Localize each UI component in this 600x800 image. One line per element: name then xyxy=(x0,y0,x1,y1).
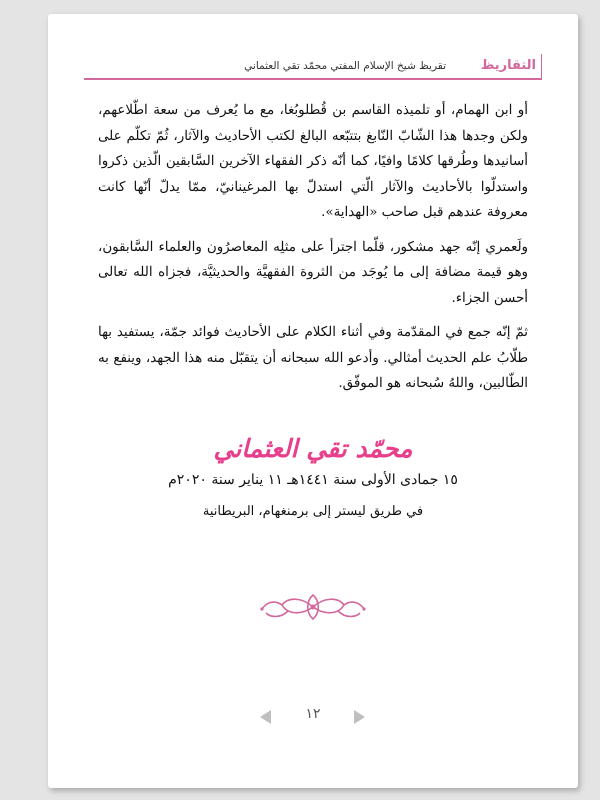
document-page xyxy=(48,14,578,788)
date-line: ١٥ جمادى الأولى سنة ١٤٤١هـ ١١ يناير سنة ٢٠٢٠م xyxy=(168,472,458,488)
arrow-right-icon xyxy=(354,710,365,724)
paragraph-2: ولَعمري إنّه جهد مشكور، قلّما اجترأ على مثلِه المعاصرُون والعلماء السَّابقون، وهو قيمة مضافة إلى ما يُوجَد من الثروة الفقهيَّة والحديثيَّة، فجزاه الله تعالى أحسن الجزاء. xyxy=(98,239,528,306)
page-header xyxy=(84,54,542,90)
body-text xyxy=(98,98,528,406)
place-line: في طريق ليستر إلى برمنغهام، البريطانية xyxy=(202,504,424,519)
page-footer xyxy=(48,704,578,728)
header-title: تقريظ شيخ الإسلام المفتي محمّد تقي العثماني xyxy=(244,60,446,72)
ornament-icon xyxy=(258,587,368,627)
page-number: ١٢ xyxy=(305,706,321,722)
signature: محمّد تقي العثماني xyxy=(213,434,413,463)
paragraph-3: ثمّ إنّه جمع في المقدّمة وفي أثناء الكلام على الأحاديث فوائد جمّة، يستفيد بها طلّابُ علم الحديث أمثالي. وأدعو الله سبحانه أن يتقبّل منه هذا الجهد، وينفع به الطّالبين، واللهُ سُبحانه هو الموفّق. xyxy=(98,325,528,391)
header-section-label: التقاريظ xyxy=(480,58,536,73)
header-rule xyxy=(84,78,542,80)
paragraph-1: أو ابن الهمام، أو تلميذه القاسم بن قُطلوبُغا، مع ما يُعرف من سعة اطّلاعهم، ولكن وجدها هذا الشّابّ النّابغ بتتبّعه البالغ لكتب الأحاديث والآثار، ثُمّ تكلّم على أسانيدها وطُرقها كلامًا وافيًا، كما أنّه ذكر الفقهاء الآخرين السَّابقين الّذين ذكروا واستدلّوا بالأحاديث والآثار الّتي استدلّ بها المرغينانيّ، ممّا يدلّ أنّها كانت معروفة عندهم قبل صاحب «الهداية». xyxy=(98,103,528,220)
